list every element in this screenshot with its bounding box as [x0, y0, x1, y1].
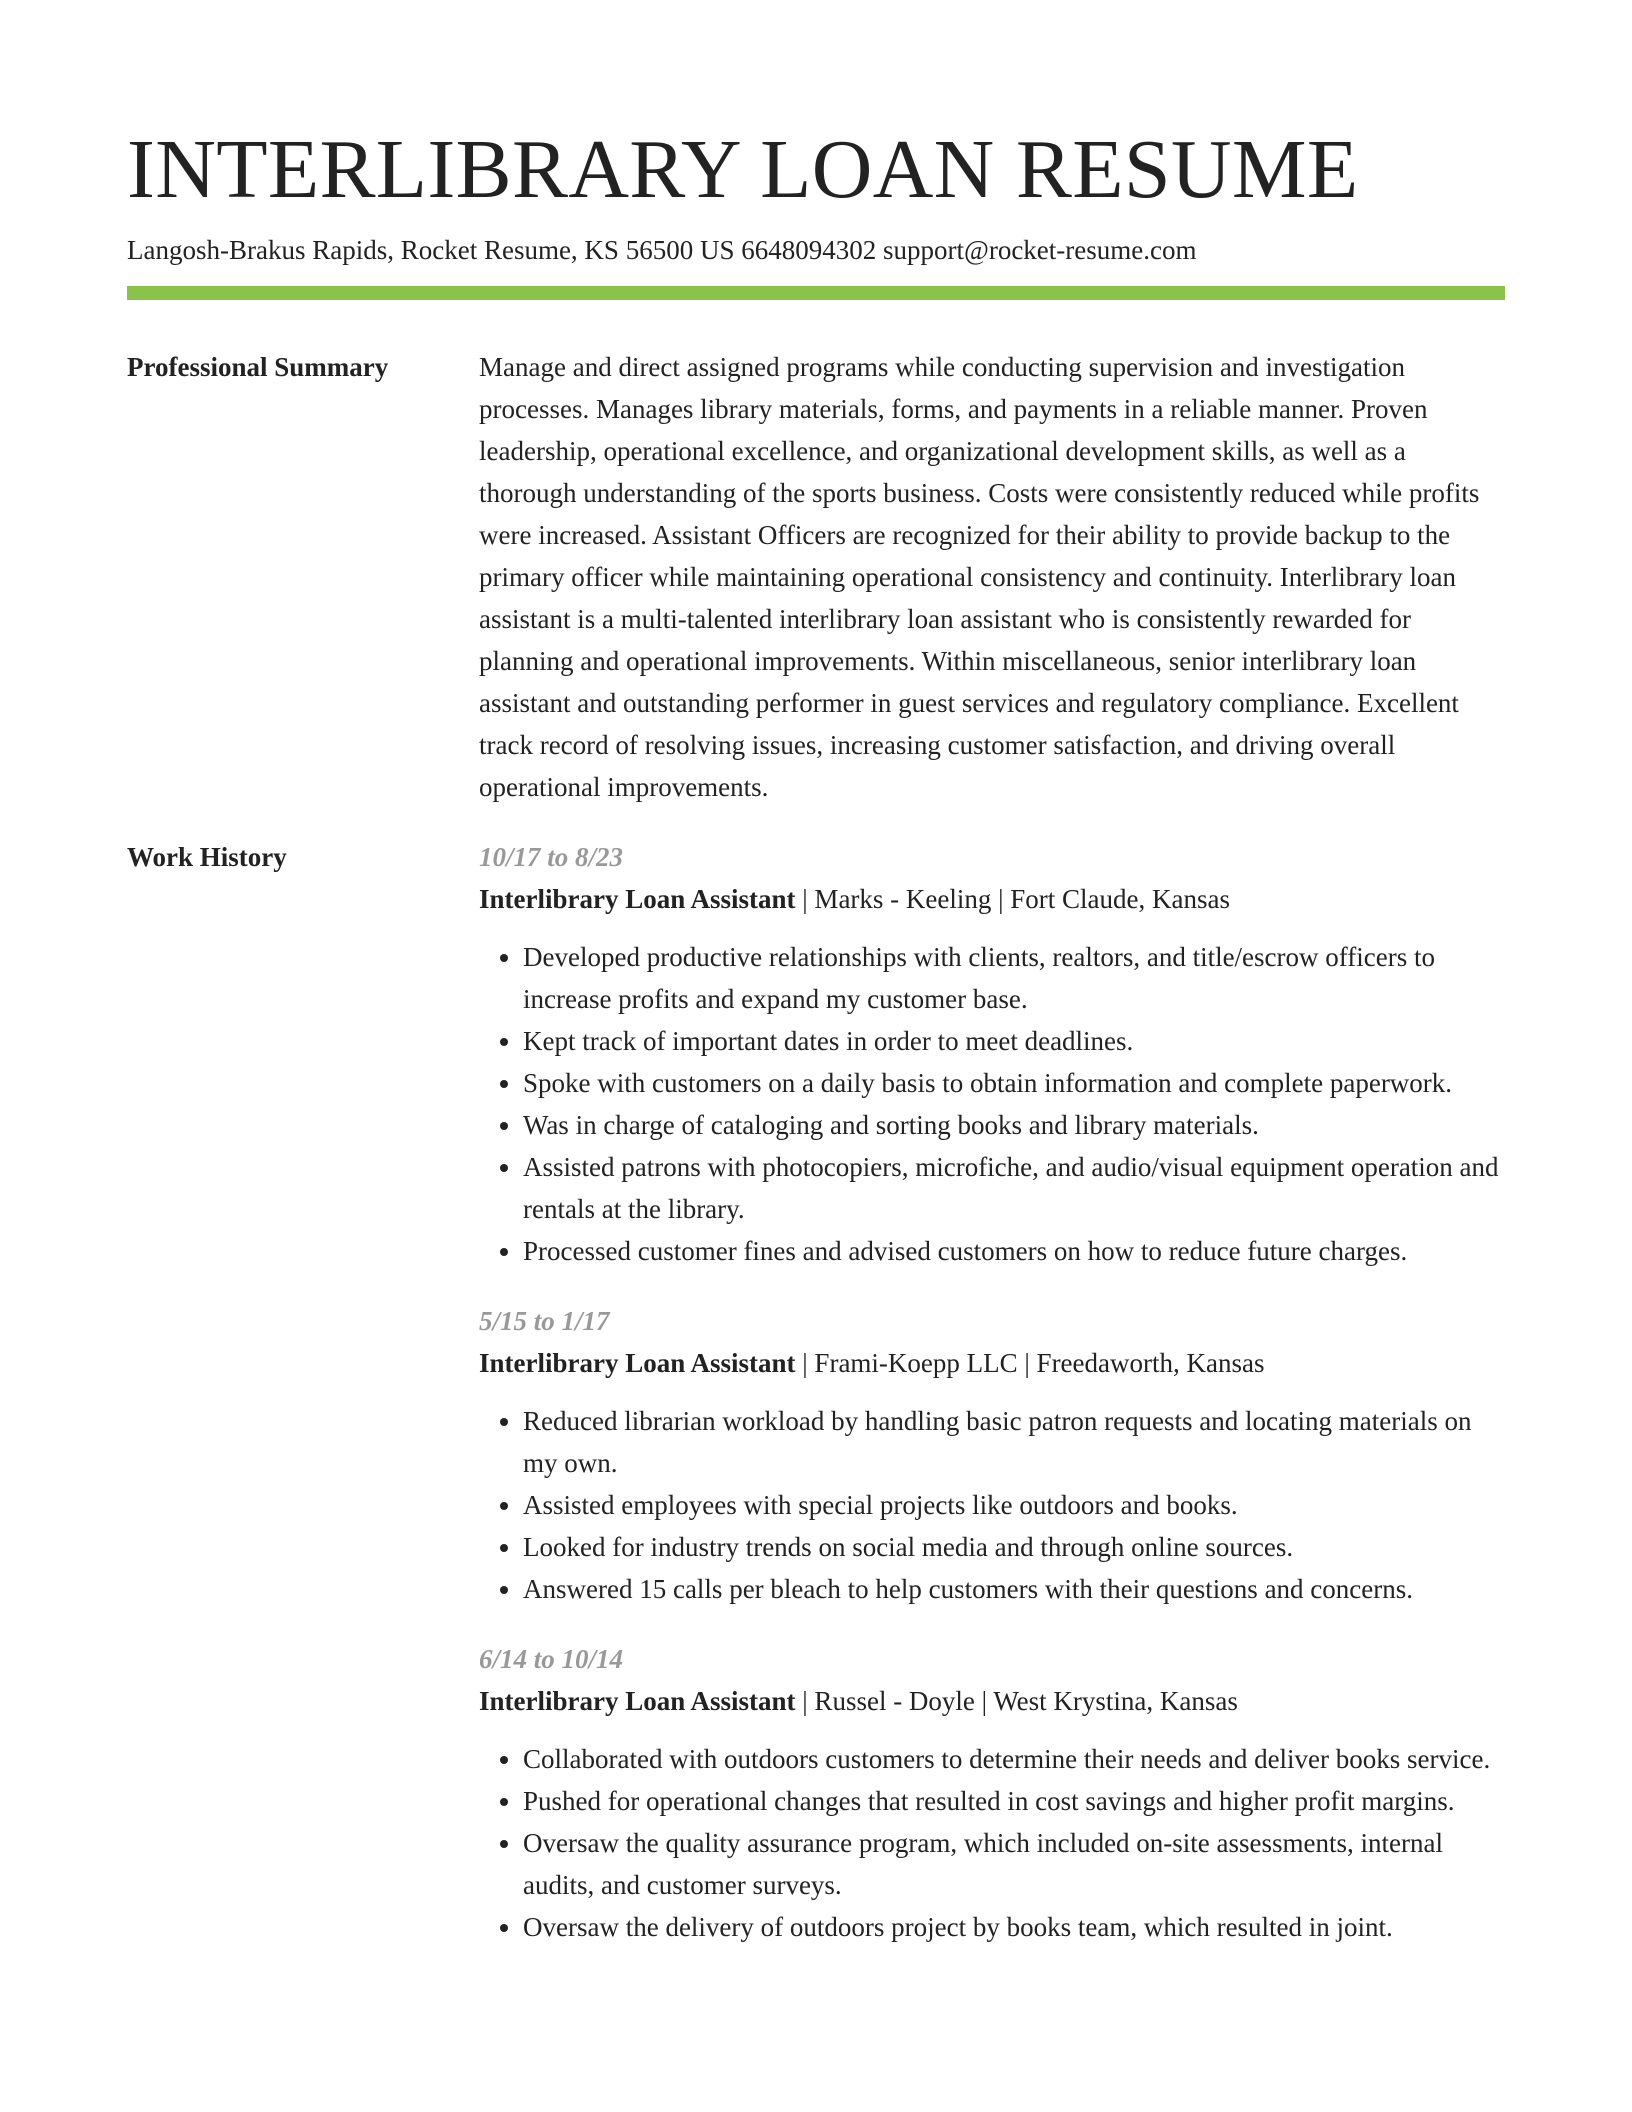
job-bullet: • Assisted employees with special projects like outdoors and books.: [523, 1484, 1505, 1526]
job-title: Interlibrary Loan Assistant: [479, 1686, 796, 1716]
job-bullet-list: [479, 936, 1505, 1272]
job-heading: [479, 878, 1505, 920]
summary-label: Professional Summary: [127, 352, 389, 382]
job-entry: [479, 1638, 1505, 1948]
header-divider: [127, 286, 1505, 300]
job-bullet: • Processed customer fines and advised customers on how to reduce future charges.: [523, 1230, 1505, 1272]
job-heading: [479, 1342, 1505, 1384]
job-dates: 5/15 to 1/17: [479, 1306, 610, 1336]
job-bullet-list: [479, 1738, 1505, 1948]
summary-body: [479, 346, 1505, 808]
resume-title: INTERLIBRARY LOAN RESUME: [127, 123, 1359, 216]
work-history-body: [479, 836, 1505, 1976]
job-dates: 10/17 to 8/23: [479, 842, 624, 872]
contact-line: Langosh-Brakus Rapids, Rocket Resume, KS 56500 US 6648094302 support@rocket-resume.com: [127, 235, 1197, 265]
job-entry: [479, 836, 1505, 1272]
job-bullet: • Spoke with customers on a daily basis to obtain information and complete paperwork.: [523, 1062, 1505, 1104]
work-history-label: Work History: [127, 842, 287, 872]
job-bullet: • Oversaw the quality assurance program, which included on-site assessments, internal audits, and customer surveys.: [523, 1822, 1505, 1906]
job-details: | Frami-Koepp LLC | Freedaworth, Kansas: [795, 1348, 1265, 1378]
job-bullet: • Kept track of important dates in order to meet deadlines.: [523, 1020, 1505, 1062]
job-bullet: • Assisted patrons with photocopiers, microfiche, and audio/visual equipment operation and rentals at the library.: [523, 1146, 1505, 1230]
job-title: Interlibrary Loan Assistant: [479, 884, 796, 914]
job-bullet: • Reduced librarian workload by handling basic patron requests and locating materials on my own.: [523, 1400, 1505, 1484]
job-bullet: • Pushed for operational changes that resulted in cost savings and higher profit margins.: [523, 1780, 1505, 1822]
job-bullet: • Answered 15 calls per bleach to help customers with their questions and concerns.: [523, 1568, 1505, 1610]
job-bullet-list: [479, 1400, 1505, 1610]
job-bullet: • Was in charge of cataloging and sorting books and library materials.: [523, 1104, 1505, 1146]
summary-text: Manage and direct assigned programs while conducting supervision and investigation processes. Manages library materials, forms, and payments in a reliable manner. Proven leadership, operational excellence, and organizational development skills, as well as a thorough understanding of the sports business. Costs were consistently reduced while profits were increased. Assistant Officers are recognized for their ability to provide backup to the primary officer while maintaining operational consistency and continuity. Interlibrary loan assistant is a multi-talented interlibrary loan assistant who is consistently rewarded for planning and operational improvements. Within miscellaneous, senior interlibrary loan assistant and outstanding performer in guest services and regulatory compliance. Excellent track record of resolving issues, increasing customer satisfaction, and driving overall operational improvements.: [479, 352, 1480, 802]
job-bullet: • Looked for industry trends on social media and through online sources.: [523, 1526, 1505, 1568]
job-title: Interlibrary Loan Assistant: [479, 1348, 796, 1378]
job-entry: [479, 1300, 1505, 1610]
job-bullet: • Developed productive relationships with clients, realtors, and title/escrow officers to increase profits and expand my customer base.: [523, 936, 1505, 1020]
job-details: | Marks - Keeling | Fort Claude, Kansas: [795, 884, 1231, 914]
job-heading: [479, 1680, 1505, 1722]
job-bullet: • Oversaw the delivery of outdoors project by books team, which resulted in joint.: [523, 1906, 1505, 1948]
job-dates: 6/14 to 10/14: [479, 1644, 624, 1674]
job-bullet: • Collaborated with outdoors customers to determine their needs and deliver books service.: [523, 1738, 1505, 1780]
job-details: | Russel - Doyle | West Krystina, Kansas: [795, 1686, 1238, 1716]
